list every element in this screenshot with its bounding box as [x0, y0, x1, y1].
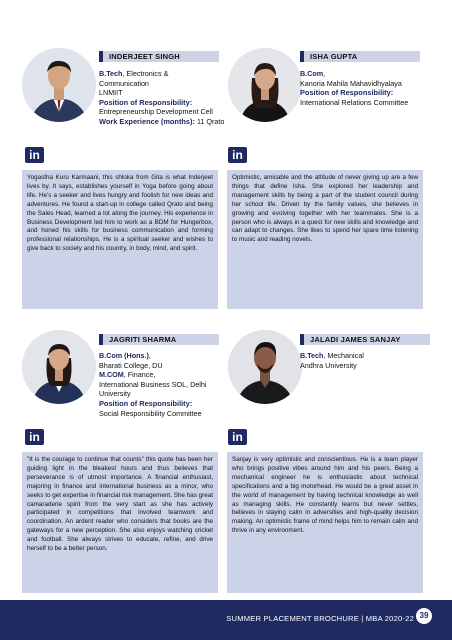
degree2-line3: University: [99, 389, 131, 399]
student-photo-jagriti: [22, 330, 96, 404]
student-name-inderjeet: INDERJEET SINGH: [99, 51, 219, 62]
degree-line2: Bharati College, DU: [99, 360, 163, 370]
work-experience-label: Work Experience (months):: [99, 116, 195, 126]
student-name-jaladi: JALADI JAMES SANJAY: [300, 334, 430, 345]
degree-detail: , Mechanical: [323, 351, 364, 360]
responsibility-label: Position of Responsibility:: [99, 398, 193, 408]
footer-text: SUMMER PLACEMENT BROCHURE | MBA 2020-22: [226, 614, 414, 623]
student-info-jaladi: [300, 351, 450, 370]
linkedin-icon[interactable]: in: [25, 429, 44, 445]
degree-label: B.Com: [300, 69, 324, 78]
student-photo-jaladi: [228, 330, 302, 404]
student-photo-inderjeet: [22, 48, 96, 122]
degree-label: B.Tech: [99, 69, 123, 78]
responsibility-value: International Relations Committee: [300, 97, 409, 107]
degree-detail: ,: [323, 69, 326, 78]
work-experience-value: 11 Qrato: [196, 116, 225, 126]
bio-inderjeet: Yogastha Kuru Karmaani, this shloka from Gita is what Inderjeet lives by. It says, establishes yourself in Yoga before going about life. He's a seeker and lives hungry and foolish for new ideas and adventures. He found a start-up in college called Qrato and being the Sales Head, learned a lot along the journey. His experience in Business Development led him to work as a BDM for Hungerbox, and honed his skills for business communication and forming professional relationships. He is a spiritual seeker and wishes to give back to society and his country, in body, mind, and spirit.: [22, 170, 218, 309]
degree-label: B.Tech: [300, 351, 324, 360]
linkedin-icon[interactable]: in: [228, 429, 247, 445]
degree-line2: Communication: [99, 78, 149, 88]
student-name-jagriti: JAGRITI SHARMA: [99, 334, 219, 345]
responsibility-label: Position of Responsibility:: [99, 97, 193, 107]
responsibility-label: Position of Responsibility:: [300, 88, 394, 98]
student-info-inderjeet: [99, 69, 249, 127]
responsibility-value: Entrepreneurship Development Cell: [99, 107, 213, 117]
page-number: 39: [416, 608, 432, 624]
degree2-line2: International Business SOL, Delhi: [99, 379, 207, 389]
student-info-isha: [300, 69, 450, 107]
student-photo-isha: [228, 48, 302, 122]
bio-isha: Optimistic, amicable and the attitude of never giving up are a few things that define Isha. She explored her leadership and management skills by being a part of the student council during her school life. Driven by the family values, she believes in growing and evolving together with her teammates. She is a person who is always in a quest for new skills and knowledge and can adapt to changes. She likes to spend her spare time listening to music and reading novels.: [227, 170, 423, 309]
bio-jaladi: Sanjay is very optimistic and conscientious. He is a team player who brings positive vibes around him and his peers. Being a mechanical engineer he is enthusiastic about technical specifications and a big motorhead. He would be a great asset in the world of management by having technical knowledge as well as managing skills. He constantly learns but never settles, believes in staying calm in adversities and high-quality decision making. An optimistic frame of mind helps him to remain calm and thrive in any environment.: [227, 452, 423, 593]
school-name: LNMIIT: [99, 88, 123, 98]
student-name-isha: ISHA GUPTA: [300, 51, 420, 62]
degree-line2: Andhra University: [300, 360, 357, 370]
degree-line2: Kanoria Mahila Mahavidhyalaya: [300, 78, 402, 88]
linkedin-icon[interactable]: in: [25, 147, 44, 163]
degree-detail: ,: [148, 351, 151, 360]
degree-label: B.Com (Hons.): [99, 351, 149, 360]
degree2-detail: , Finance,: [123, 370, 156, 380]
linkedin-icon[interactable]: in: [228, 147, 247, 163]
responsibility-value: Social Responsibility Committee: [99, 408, 202, 418]
student-info-jagriti: [99, 351, 249, 418]
bio-jagriti: "It is the courage to continue that counts" this quote has been her guiding light in the bleakest hours and thus believes that perseverance is of utmost importance. A financial enthusiast, majoring in finance and international business as a minor, who seeks to get expertise in financial risk management. She has great camaraderie spirit from the very start as she has actively participated in competitions that involved teamwork and coordination. An ardent reader who considers that books are the gateways for a new perception. She also enjoys watching cricket and football. She always strives to educate, refine, and drive herself to be a better person.: [22, 452, 218, 593]
degree2-label: M.COM: [99, 370, 124, 380]
degree-detail: , Electronics &: [122, 69, 169, 78]
